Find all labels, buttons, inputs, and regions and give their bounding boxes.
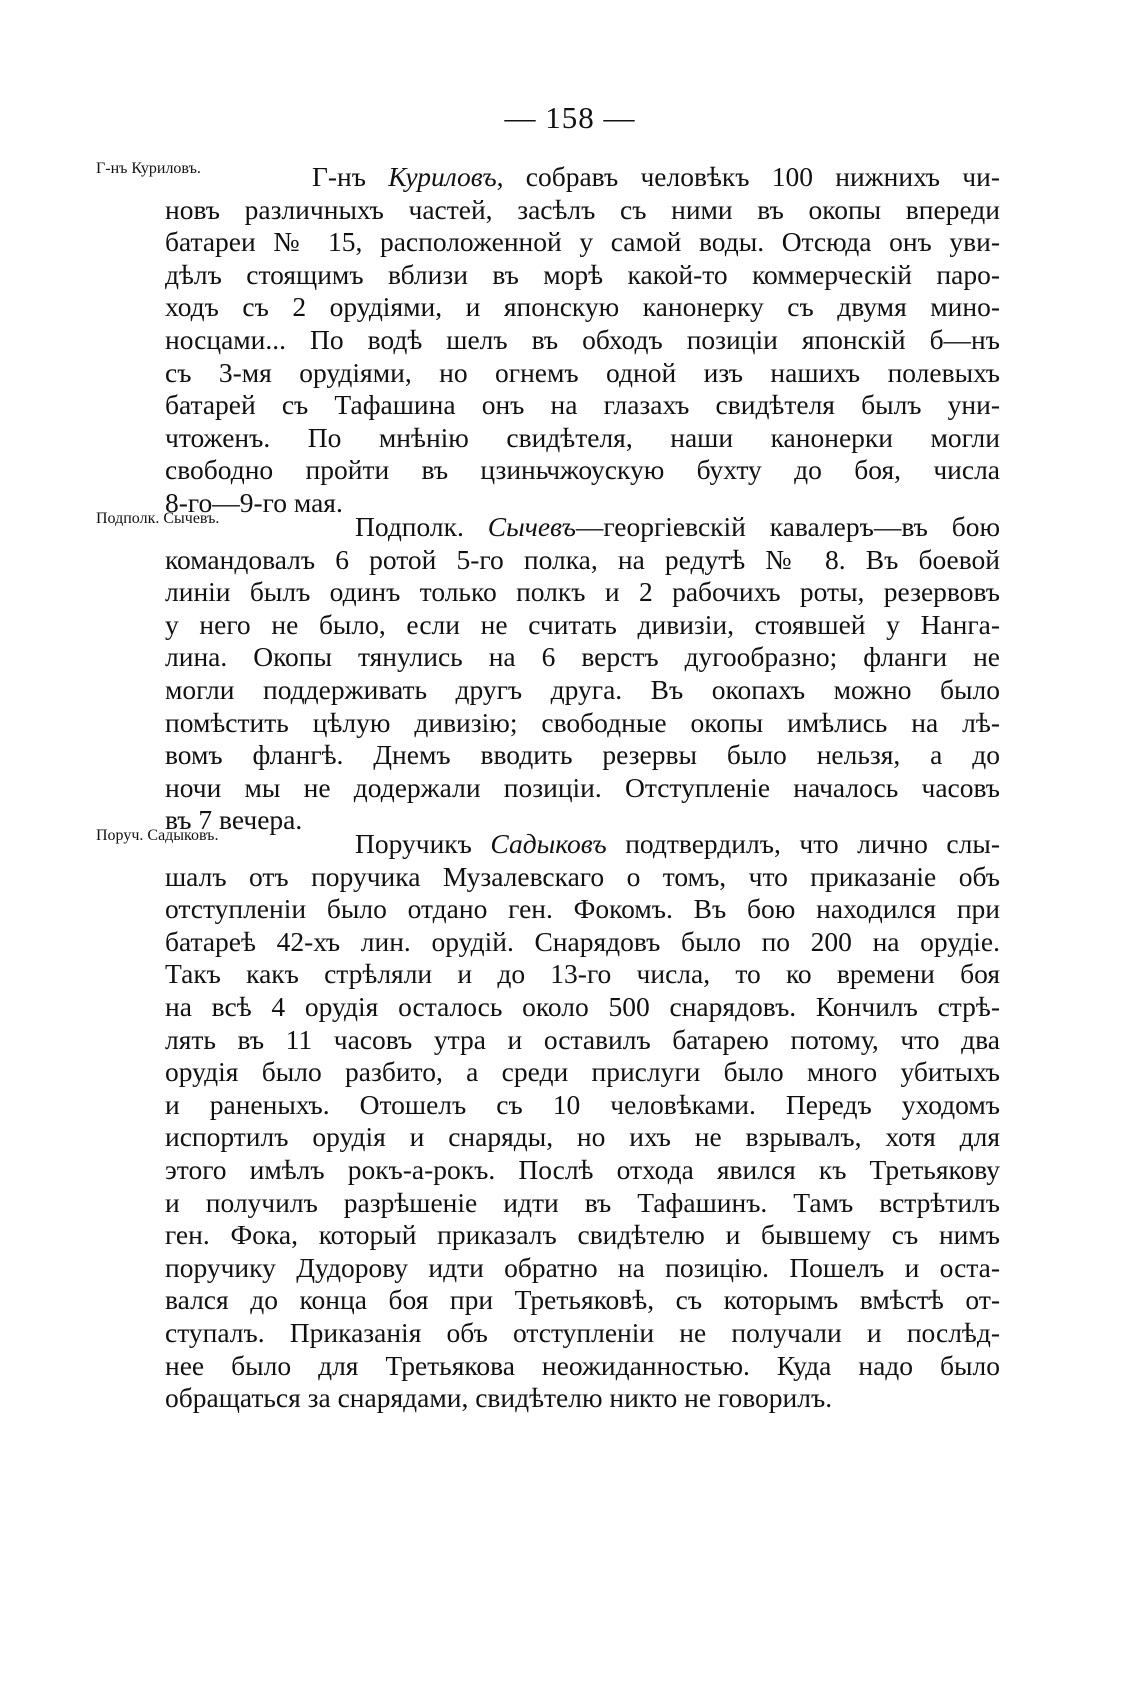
paragraph-line: и получилъ разрѣшеніе идти въ Тафашинъ. Тамъ встрѣтилъ <box>165 1187 1000 1218</box>
paragraph-line: отступленіи было отдано ген. Фокомъ. Въ бою находился при <box>165 893 1000 924</box>
paragraph-line: ночи мы не додержали позиціи. Отступленіе началось часовъ <box>165 772 1000 803</box>
paragraph-line: батареѣ 42-хъ лин. орудій. Снарядовъ было по 200 на орудіе. <box>165 926 1000 957</box>
paragraph-first-line: Поручикъ Садыковъ подтвердилъ, что лично слы- <box>355 828 1000 859</box>
paragraph-line: ходъ съ 2 орудіями, и японскую канонерку съ двумя мино- <box>165 291 1000 322</box>
paragraph-line: Такъ какъ стрѣляли и до 13-го числа, то ко времени боя <box>165 958 1000 989</box>
paragraph-line: обращаться за снарядами, свидѣтелю никто не говорилъ. <box>165 1382 833 1413</box>
margin-name: Подполк. Сычевъ. <box>96 510 220 527</box>
paragraph-line: вался до конца боя при Третьяковѣ, съ которымъ вмѣстѣ от- <box>165 1284 1000 1315</box>
paragraph-line: помѣстить цѣлую дивизію; свободные окопы имѣлись на лѣ- <box>165 707 1000 738</box>
paragraph-line: ступалъ. Приказанія объ отступленіи не получали и послѣд- <box>165 1317 1000 1348</box>
paragraph-line: лять въ 11 часовъ утра и оставилъ батарею потому, что два <box>165 1024 1000 1055</box>
paragraph-line: чтоженъ. По мнѣнію свидѣтеля, наши канонерки могли <box>165 422 1000 453</box>
margin-name: Поруч. Садыковъ. <box>96 827 219 844</box>
paragraph-line: орудія было разбито, а среди прислуги было много убитыхъ <box>165 1056 1000 1087</box>
paragraph-line: ген. Фока, который приказалъ свидѣтелю и бывшему съ нимъ <box>165 1219 1000 1250</box>
page-number: — 158 — <box>504 100 636 135</box>
paragraph-line: на всѣ 4 орудія осталось около 500 снарядовъ. Кончилъ стрѣ- <box>165 991 1000 1022</box>
paragraph-line: свободно пройти въ цзиньчжоускую бухту до боя, числа <box>165 454 1000 485</box>
paragraph-line: командовалъ 6 ротой 5-го полка, на редутѣ № 8. Въ боевой <box>165 544 1000 575</box>
paragraph-first-line: Подполк. Сычевъ—георгіевскій кавалеръ—въ бою <box>355 511 1001 542</box>
paragraph-line: этого имѣлъ рокъ-а-рокъ. Послѣ отхода явился къ Третьякову <box>165 1154 1000 1185</box>
paragraph-line: линіи былъ одинъ только полкъ и 2 рабочихъ роты, резервовъ <box>165 576 1000 607</box>
paragraph-line: дѣлъ стоящимъ вблизи въ морѣ какой-то коммерческій паро- <box>165 259 1000 290</box>
paragraph-line: нее было для Третьякова неожиданностью. Куда надо было <box>165 1350 1000 1381</box>
paragraph-line: новъ различныхъ частей, засѣлъ съ ними въ окопы впереди <box>165 194 1000 225</box>
paragraph-line: шалъ отъ поручика Музалевскаго о томъ, что приказаніе объ <box>165 861 1000 892</box>
paragraph-line: въ 7 вечера. <box>165 804 303 835</box>
paragraph-line: у него не было, если не считать дивизіи, стоявшей у Нанга- <box>165 609 1000 640</box>
margin-name: Г-нъ Куриловъ. <box>96 160 201 177</box>
paragraph-line: носцами... По водѣ шелъ въ обходъ позиціи японскій б—нъ <box>165 324 1000 355</box>
paragraph-line: вомъ флангѣ. Днемъ вводить резервы было нельзя, а до <box>165 739 1000 770</box>
paragraph-first-line: Г-нъ Куриловъ, собравъ человѣкъ 100 нижнихъ чи- <box>312 161 1000 192</box>
paragraph-line: и раненыхъ. Отошелъ съ 10 человѣками. Передъ уходомъ <box>165 1089 1000 1120</box>
paragraph-line: батареи № 15, расположенной у самой воды. Отсюда онъ уви- <box>165 226 1000 257</box>
paragraph-line: поручику Дудорову идти обратно на позицію. Пошелъ и оста- <box>165 1252 1000 1283</box>
paragraph-line: лина. Окопы тянулись на 6 верстъ дугообразно; фланги не <box>165 641 1000 672</box>
paragraph-line: съ 3-мя орудіями, но огнемъ одной изъ нашихъ полевыхъ <box>165 357 1000 388</box>
paragraph-line: батарей съ Тафашина онъ на глазахъ свидѣтеля былъ уни- <box>165 389 1000 420</box>
paragraph-line: 8-го—9-го мая. <box>165 487 343 518</box>
paragraph-line: могли поддерживать другъ друга. Въ окопахъ можно было <box>165 674 1000 705</box>
paragraph-line: испортилъ орудія и снаряды, но ихъ не взрывалъ, хотя для <box>165 1121 1000 1152</box>
